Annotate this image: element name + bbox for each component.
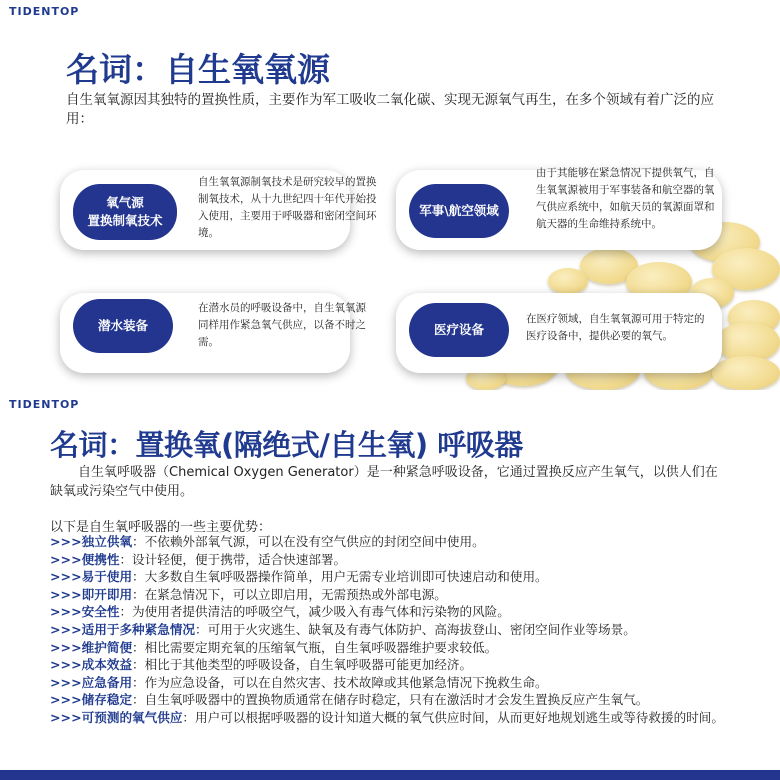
list-item: [50, 568, 730, 586]
list-item: [50, 639, 730, 657]
advantage-text: ：不依赖外部氧气源，可以在没有空气供应的封闭空间中使用。: [132, 534, 485, 549]
intro-text: 自生氧呼吸器（Chemical Oxygen Generator）是一种紧急呼吸设备，它通过置换反应产生氧气，以供人们在缺氧或污染空气中使用。: [50, 465, 718, 499]
bottom-slide: [0, 390, 780, 780]
list-item: [50, 674, 730, 692]
footer-bar: [0, 770, 780, 780]
list-item: [50, 603, 730, 621]
brand-logo: TIDENTOP: [9, 398, 80, 411]
advantage-key: >>>易于使用: [50, 569, 133, 585]
advantage-key: >>>适用于多种紧急情况: [50, 621, 196, 637]
list-item: [50, 709, 730, 727]
advantage-text: ：设计轻便，便于携带，适合快速部署。: [119, 551, 347, 567]
card-description: 由于其能够在紧急情况下提供氧气，自生氧氧源被用于军事装备和航空器的氧气供应系统中，如航天员的氧源面罩和航天器的生命维持系统中。: [536, 167, 715, 230]
list-item: [50, 656, 730, 674]
advantage-text: ：为使用者提供清洁的呼吸空气，减少吸入有毒气体和污染物的风险。: [119, 604, 510, 620]
list-item: [50, 691, 730, 709]
card-label-line2: 置换制氧技术: [87, 213, 163, 228]
advantage-text: ：可用于火灾逃生、缺氧及有毒气体防护、高海拔登山、密闭空间作业等场景。: [195, 621, 636, 637]
list-item: [50, 551, 730, 569]
advantage-text: ：大多数自生氧呼吸器操作简单，用户无需专业培训即可快速启动和使用。: [132, 569, 548, 585]
tablet: [548, 268, 588, 294]
advantage-text: ：相比需要定期充氧的压缩氧气瓶，自生氧呼吸器维护要求较低。: [132, 639, 498, 655]
brand-logo: TIDENTOP: [9, 5, 80, 18]
advantage-text: ：在紧急情况下，可以立即启用，无需预热或外部电源。: [132, 586, 447, 602]
advantage-text: ：相比于其他类型的呼吸设备，自生氧呼吸器可能更加经济。: [132, 657, 473, 673]
advantage-key: >>>安全性: [50, 604, 120, 620]
page-title: 名词：自生氧氧源: [66, 50, 330, 89]
advantage-text: ：自生氧呼吸器中的置换物质通常在储存时稳定，只有在激活时才会发生置换反应产生氧气。: [132, 692, 649, 708]
card-description: 自生氧氧源制氧技术是研究较早的置换制氧技术，从十九世纪四十年代开始投入使用，主要用于呼吸器和密闭空间环境。: [198, 176, 377, 239]
intro-text: 自生氧氧源因其独特的置换性质，主要作为军工吸收二氧化碳、实现无源氧气再生，在多个领域有着广泛的应用：: [66, 92, 714, 127]
advantage-key: >>>即开即用: [50, 586, 133, 602]
advantage-text: ：作为应急设备，可以在自然灾害、技术故障或其他紧急情况下挽救生命。: [132, 674, 548, 690]
card-description: 在潜水员的呼吸设备中，自生氧氧源同样用作紧急氧气供应，以备不时之需。: [198, 302, 366, 348]
advantage-key: >>>成本效益: [50, 657, 133, 673]
card-label-military-aviation: [409, 184, 509, 238]
page-title: 名词：置换氧(隔绝式/自生氧) 呼吸器: [50, 428, 523, 462]
advantage-key: >>>可预测的氧气供应: [50, 709, 183, 725]
advantage-key: >>>应急备用: [50, 674, 133, 690]
card-label-line1: 医疗设备: [433, 322, 484, 337]
advantages-heading: 以下是自生氧呼吸器的一些主要优势：: [50, 520, 272, 535]
advantage-text: ：用户可以根据呼吸器的设计知道大概的氧气供应时间，从而更好地规划逃生或等待救援的时间。: [182, 709, 724, 725]
advantage-key: >>>维护简便: [50, 639, 133, 655]
card-label-line1: 潜水装备: [97, 318, 148, 333]
card-label-line1: 军事\航空领域: [419, 203, 499, 218]
advantage-key: >>>便携性: [50, 551, 120, 567]
card-label-line1: 氧气源: [106, 195, 144, 210]
advantages-list: [50, 533, 730, 727]
advantage-key: >>>储存稳定: [50, 692, 133, 708]
card-label-medical-equipment: [409, 303, 509, 357]
list-item: [50, 533, 730, 551]
list-item: [50, 621, 730, 639]
card-label-oxygen-source: [73, 184, 177, 240]
card-description: 在医疗领域，自生氧氧源可用于特定的医疗设备中，提供必要的氧气。: [526, 313, 705, 342]
list-item: [50, 586, 730, 604]
advantage-key: >>>独立供氧: [50, 534, 133, 549]
card-label-diving-equipment: [73, 299, 173, 353]
tablet: [712, 356, 780, 390]
